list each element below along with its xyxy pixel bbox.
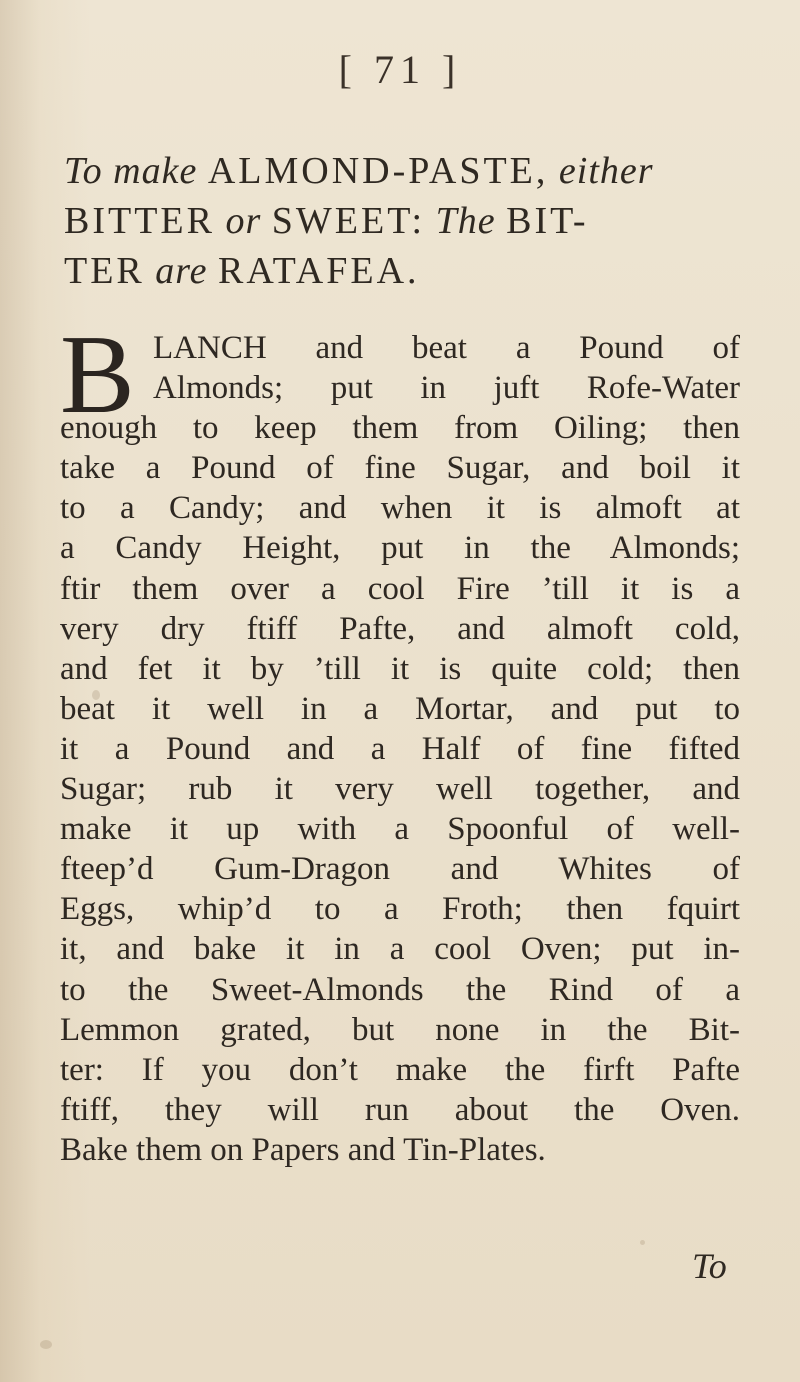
title-part: either <box>558 150 654 192</box>
recipe-title <box>64 146 744 296</box>
paper-speck <box>640 1240 645 1245</box>
body-line: Lemmon grated, but none in the Bit- <box>60 1011 740 1048</box>
drop-cap: B <box>60 313 135 437</box>
title-part: RATAFEA. <box>218 250 420 292</box>
body-line: it, and bake it in a cool Oven; put in- <box>60 931 740 968</box>
body-line: enough to keep them from Oiling; then <box>60 410 740 447</box>
body-line: ftir them over a cool Fire ’till it is a <box>60 570 740 607</box>
body-line: Sugar; rub it very well together, and <box>60 771 740 808</box>
body-line: LANCH and beat a Pound of <box>153 330 740 366</box>
title-part: are <box>155 250 208 292</box>
body-line: a Candy Height, put in the Almonds; <box>60 530 740 567</box>
body-line: it a Pound and a Half of fine fifted <box>60 730 740 767</box>
title-part: or <box>225 200 262 242</box>
body-line: ftiff, they will run about the Oven. <box>60 1091 740 1128</box>
body-line: beat it well in a Mortar, and put to <box>60 690 740 727</box>
body-line: take a Pound of fine Sugar, and boil it <box>60 450 740 487</box>
body-line: to the Sweet-Almonds the Rind of a <box>60 971 740 1008</box>
body-line: to a Candy; and when it is almoft at <box>60 490 740 527</box>
catchword: To <box>692 1246 727 1286</box>
title-part: BITTER <box>64 200 215 242</box>
recipe-body <box>60 328 740 1170</box>
body-line: Almonds; put in juft Rofe-Water <box>153 370 740 407</box>
title-part: SWEET: <box>271 200 426 242</box>
body-line: fteep’d Gum-Dragon and Whites of <box>60 851 740 888</box>
title-part: ALMOND-PASTE, <box>207 150 549 192</box>
page-number: [ 71 ] <box>338 47 462 92</box>
body-line: and fet it by ’till it is quite cold; then <box>60 650 740 687</box>
body-line: ter: If you don’t make the firft Pafte <box>60 1051 740 1088</box>
title-part: The <box>435 200 496 242</box>
title-part: TER <box>64 250 145 292</box>
body-line: make it up with a Spoonful of well- <box>60 811 740 848</box>
title-part: BIT- <box>506 200 589 242</box>
body-line: Bake them on Papers and Tin-Plates. <box>60 1131 546 1168</box>
body-line: Eggs, whip’d to a Froth; then fquirt <box>60 891 740 928</box>
paper-speck <box>40 1340 52 1349</box>
body-line: very dry ftiff Pafte, and almoft cold, <box>60 610 740 647</box>
title-part: To make <box>64 150 198 192</box>
